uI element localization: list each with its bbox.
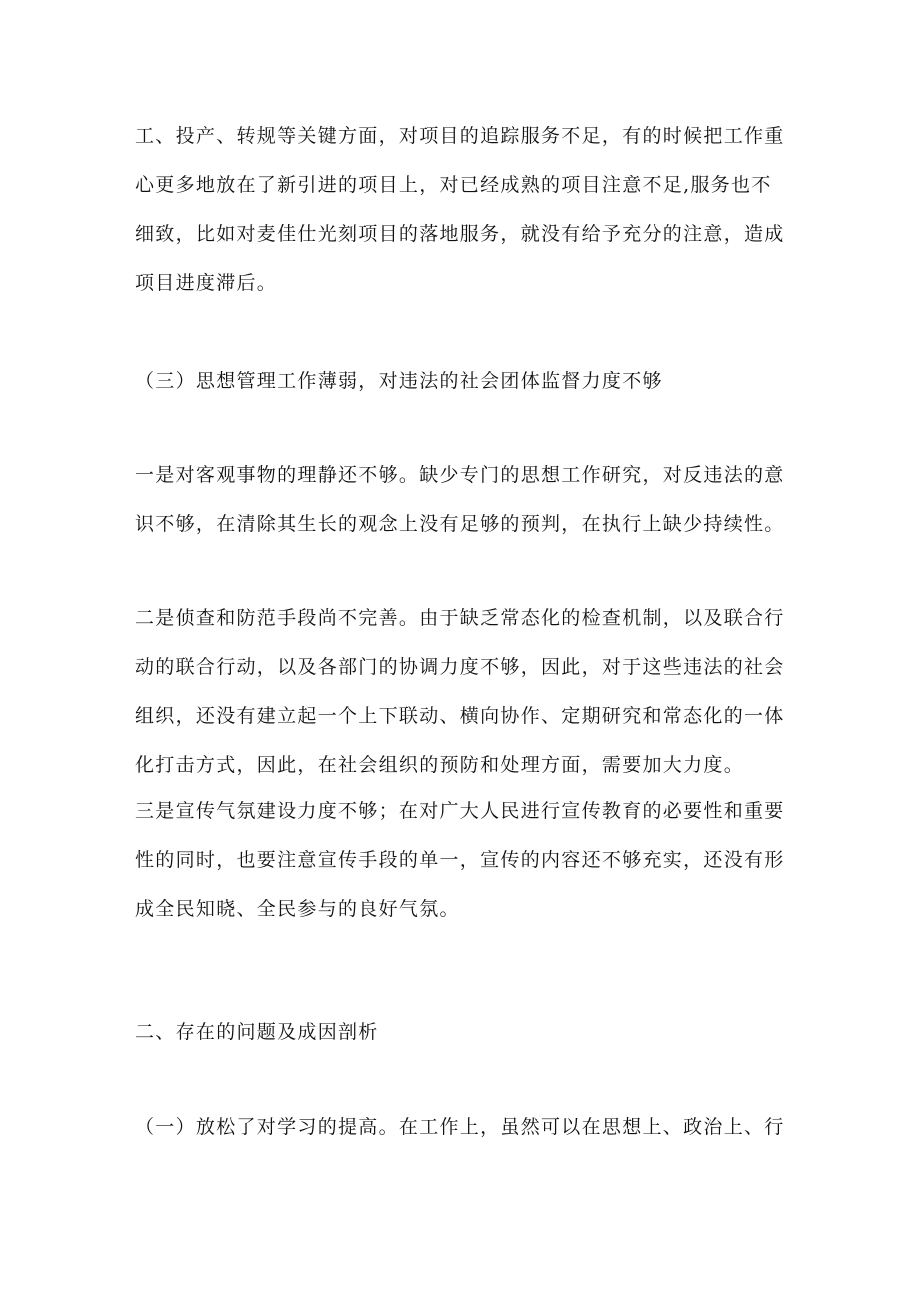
section-heading-one: （一）放松了对学习的提高。在工作上，虽然可以在思想上、政治上、行 xyxy=(135,1116,785,1138)
paragraph-point-one: 一是对客观事物的理静还不够。缺少专门的思想工作研究，对反违法的意识不够，在清除其生长的观念上没有足够的预判，在执行上缺少持续性。 xyxy=(135,464,785,535)
chapter-heading-two: 二、存在的问题及成因剖析 xyxy=(135,1021,379,1043)
paragraph-point-two: 二是侦查和防范手段尚不完善。由于缺乏常态化的检查机制，以及联合行动的联合行动，以及各部门的协调力度不够，因此，对于这些违法的社会组织，还没有建立起一个上下联动、横向协作、定期研究和常态化的一体化打击方式，因此，在社会组织的预防和处理方面，需要加大力度。 xyxy=(135,607,785,776)
paragraph-project-service: 工、投产、转规等关键方面，对项目的追踪服务不足，有的时候把工作重心更多地放在了新引进的项目上，对已经成熟的项目注意不足,服务也不细致，比如对麦佳仕光刻项目的落地服务，就没有给予充分的注意，造成项目进度滞后。 xyxy=(135,125,785,294)
paragraph-point-three: 三是宣传气氛建设力度不够；在对广大人民进行宣传教育的必要性和重要性的同时，也要注意宣传手段的单一，宣传的内容还不够充实，还没有形成全民知晓、全民参与的良好气氛。 xyxy=(135,800,785,920)
section-heading-three: （三）思想管理工作薄弱，对违法的社会团体监督力度不够 xyxy=(135,370,663,392)
